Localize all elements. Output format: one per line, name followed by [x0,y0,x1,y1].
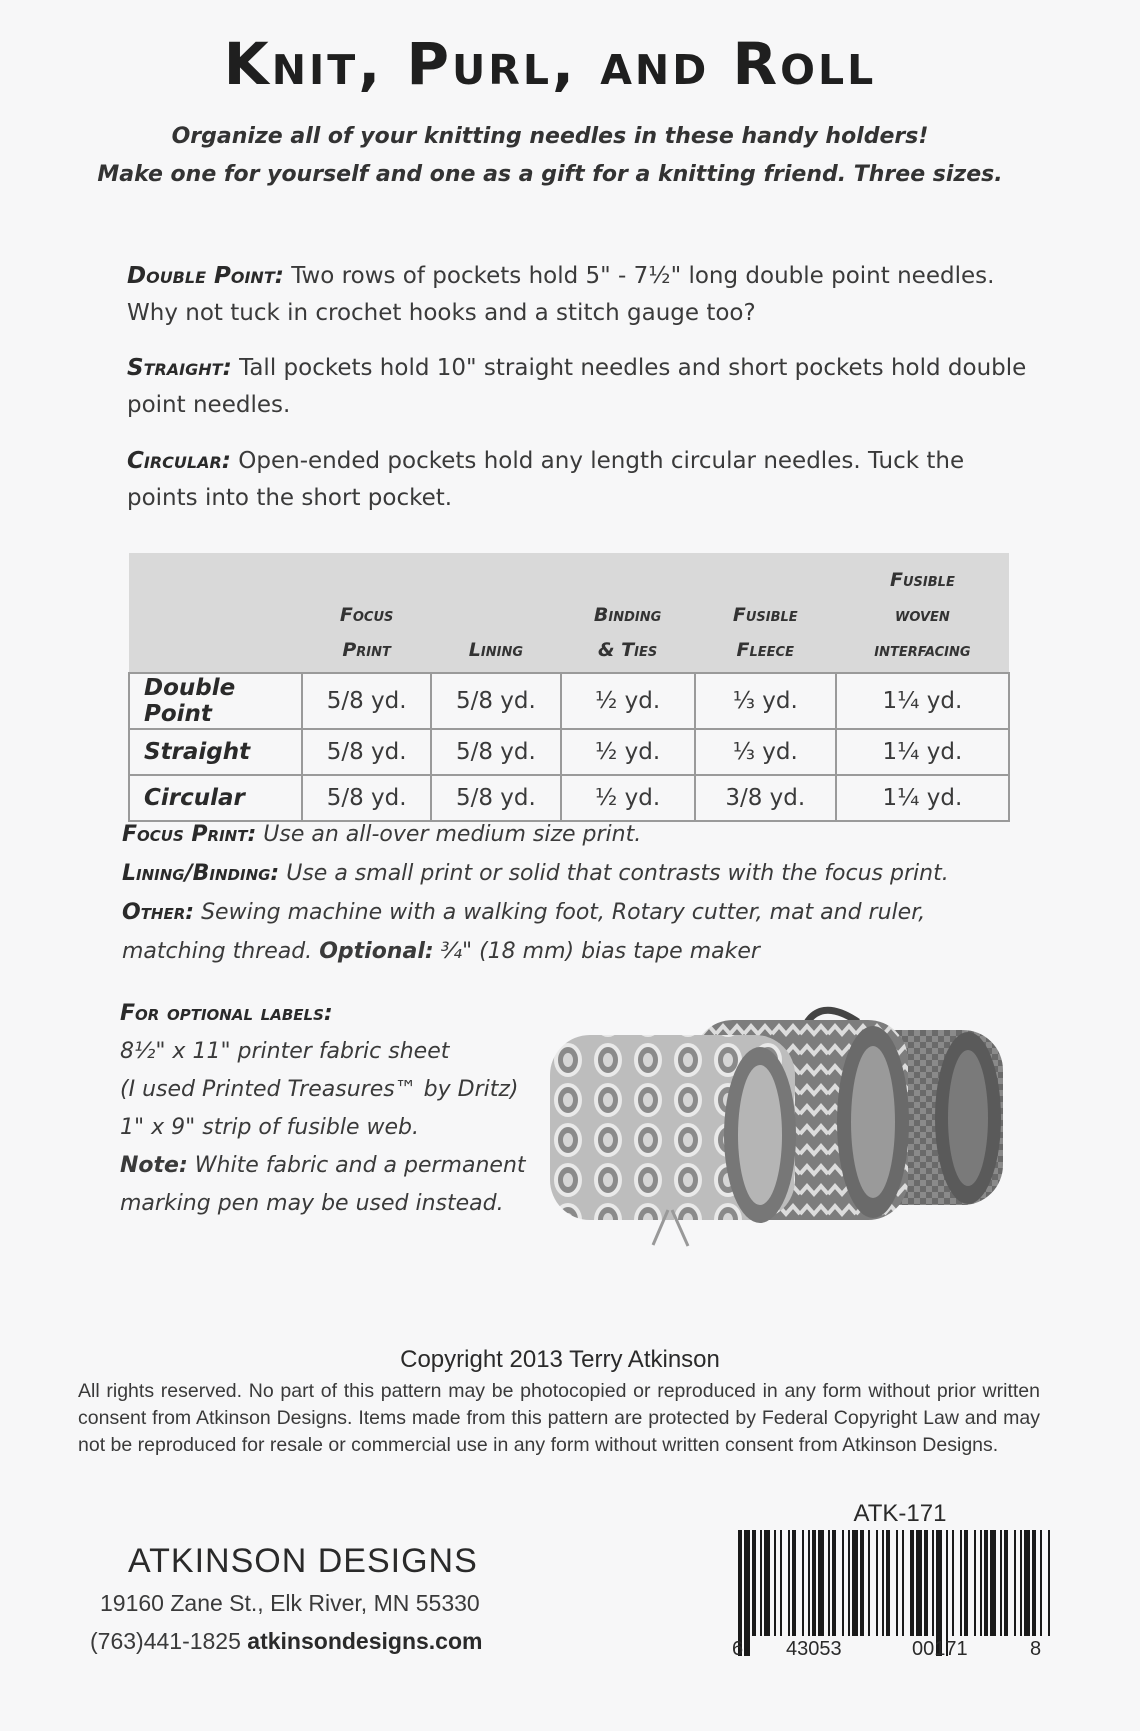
barcode [730,1530,1060,1660]
barcode-bar [744,1530,750,1656]
barcode-bar [780,1530,782,1636]
barcode-digit-left: 6 [732,1638,744,1660]
table-cell: 1¼ yd. [836,673,1009,729]
page-title: Knit, Purl, and Roll [223,30,877,98]
product-code: ATK-171 [853,1500,947,1527]
description-label: Circular: [127,448,231,474]
row-label: Straight [129,729,302,775]
barcode-bar [774,1530,776,1636]
material-notes [122,815,1022,971]
barcode-bar [760,1530,762,1636]
barcode-bar [980,1530,982,1636]
table-cell: ½ yd. [561,775,695,821]
table-cell: ½ yd. [561,729,695,775]
description-text: Open-ended pockets hold any length circular needles. Tuck the points into the short pocket. [127,448,965,511]
barcode-bar [990,1530,996,1636]
row-label: Double Point [129,673,302,729]
description-label: Double Point: [127,263,284,289]
barcode-bar [752,1530,756,1636]
description-text: Two rows of pockets hold 5" - 7½" long double point needles. Why not tuck in crochet hooks and a stitch gauge too? [127,263,995,326]
barcode-bar [1020,1530,1022,1636]
barcode-bar [792,1530,796,1636]
barcode-bar [886,1530,890,1636]
barcode-digits-2: 00171 [912,1638,968,1660]
barcode-bar [1024,1530,1030,1636]
note-label: Other: [122,900,195,925]
table-cell: 5/8 yd. [431,729,560,775]
barcode-bar [952,1530,954,1636]
barcode-bar [896,1530,898,1636]
company-contact [90,1628,482,1655]
barcode-bar [910,1530,914,1636]
product-photo [548,1000,1038,1250]
description-double-point [127,258,1027,332]
header-fusible-woven: Fusible woven interfacing [836,553,1009,673]
barcode-bar [1000,1530,1002,1636]
labels-line: 8½" x 11" printer fabric sheet [120,1039,450,1064]
note-focus-print [122,815,1022,854]
barcode-bar [984,1530,988,1636]
table-cell: 5/8 yd. [302,775,431,821]
table-row [129,673,1009,729]
copyright-title: Copyright 2013 Terry Atkinson [400,1346,720,1373]
barcode-bar [960,1530,962,1636]
barcode-bar [868,1530,870,1636]
optional-labels-section [120,995,560,1223]
barcode-bar [902,1530,904,1636]
barcode-digit-right: 8 [1030,1638,1042,1660]
table-cell: 1¼ yd. [836,729,1009,775]
note-optional-label: Optional: [319,939,434,964]
labels-note-line: marking pen may be used instead. [120,1191,504,1216]
barcode-bar [860,1530,864,1636]
materials-table [128,553,1010,822]
labels-note-text: White fabric and a permanent [187,1153,526,1178]
note-optional-text: ¾" (18 mm) bias tape maker [433,939,760,964]
labels-line: (I used Printed Treasures™ by Dritz) [120,1077,519,1102]
header-focus-print: Focus Print [302,553,431,673]
barcode-bar [788,1530,790,1636]
company-address: 19160 Zane St., Elk River, MN 55330 [100,1590,480,1616]
barcode-bar [852,1530,858,1636]
header-fusible-fleece: Fusible Fleece [695,553,836,673]
subtitle-line-2: Make one for yourself and one as a gift for a knitting friend. Three sizes. [97,162,1003,187]
labels-note-label: Note: [120,1153,188,1178]
barcode-bar [1014,1530,1016,1636]
description-label: Straight: [127,355,232,381]
barcode-bar [876,1530,878,1636]
header-binding-ties: Binding & Ties [561,553,695,673]
table-row [129,729,1009,775]
table-cell: 5/8 yd. [302,673,431,729]
barcode-bar [828,1530,830,1636]
materials-header-row [129,553,1009,673]
note-other [122,893,1022,971]
labels-note [120,1147,560,1185]
table-cell: 1¼ yd. [836,775,1009,821]
subtitle [0,118,1100,194]
description-straight [127,350,1027,424]
barcode-bar [974,1530,976,1636]
barcode-bar [812,1530,816,1636]
note-text: Use a small print or solid that contrasts with the focus print. [279,861,949,886]
barcode-bar [802,1530,804,1636]
description-circular [127,443,1027,517]
table-cell: 5/8 yd. [431,673,560,729]
table-cell: ⅓ yd. [695,673,836,729]
barcode-bar [916,1530,922,1636]
note-lining-binding [122,854,1022,893]
note-label: Lining/Binding: [122,861,280,886]
barcode-bar [818,1530,824,1636]
barcode-bar [1032,1530,1036,1636]
row-label: Circular [129,775,302,821]
header-lining: Lining [431,553,560,673]
header-blank [129,553,302,673]
barcode-bar [842,1530,844,1636]
note-label: Focus Print: [122,822,257,847]
barcode-digits-1: 43053 [786,1638,842,1660]
table-cell: ⅓ yd. [695,729,836,775]
table-cell: 5/8 yd. [302,729,431,775]
company-website: atkinsondesigns.com [247,1628,483,1654]
barcode-bar [764,1530,770,1636]
barcode-bar [964,1530,968,1636]
barcode-bar [1040,1530,1042,1636]
company-name: ATKINSON DESIGNS [128,1542,478,1580]
barcode-bar [848,1530,850,1636]
barcode-bar [1004,1530,1008,1636]
table-cell: 3/8 yd. [695,775,836,821]
copyright-legal: All rights reserved. No part of this pattern may be photocopied or reproduced in any form without prior written consent from Atkinson Designs. Items made from this pattern are protected by Federal Copyright Law and may not be reproduced for resale or commercial use in any form without written consent from Atkinson Designs. [78,1380,1040,1456]
roll-double-point [550,1035,796,1246]
barcode-bar [1048,1530,1050,1636]
labels-heading: For optional labels: [120,1001,333,1026]
company-phone: (763)441-1825 [90,1628,241,1654]
note-text: Use an all-over medium size print. [256,822,642,847]
table-cell: ½ yd. [561,673,695,729]
barcode-bar [924,1530,928,1636]
labels-line: 1" x 9" strip of fusible web. [120,1115,419,1140]
note-text: Sewing machine with a walking foot, Rotary cutter, mat and ruler, matching thread. [122,900,926,964]
description-text: Tall pockets hold 10" straight needles and short pockets hold double point needles. [127,355,1027,418]
barcode-bar [808,1530,810,1636]
barcode-bar [932,1530,934,1636]
barcode-bar [882,1530,884,1636]
subtitle-line-1: Organize all of your knitting needles in these handy holders! [171,124,929,149]
table-cell: 5/8 yd. [431,775,560,821]
barcode-bar [832,1530,836,1636]
